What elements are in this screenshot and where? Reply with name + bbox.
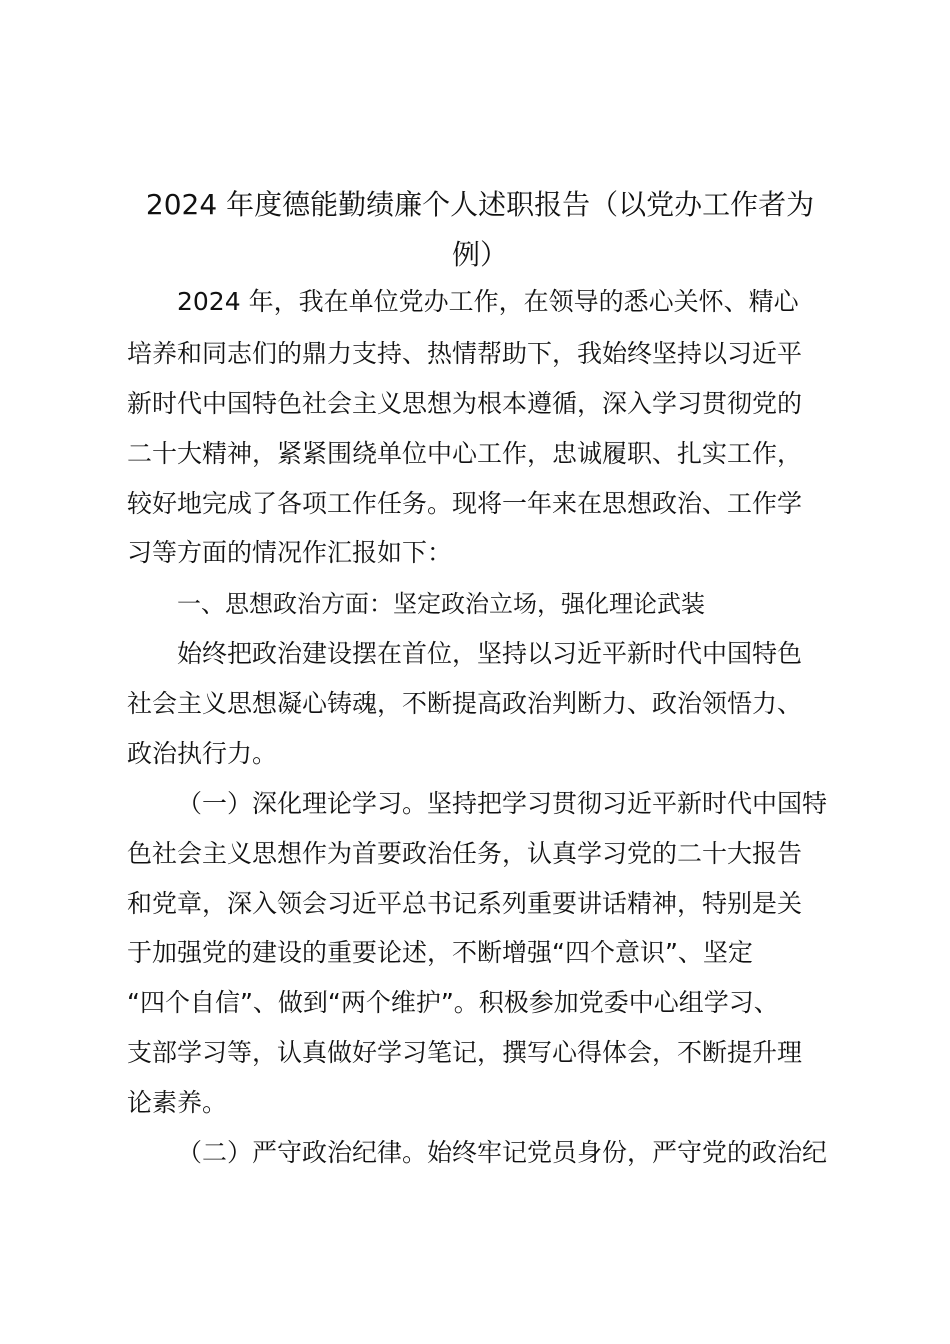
document-title: [120, 180, 840, 280]
body-line: 新时代中国特色社会主义思想为根本遵循，深入学习贯彻党的: [127, 389, 803, 418]
body-line: “四个自信”、做到“两个维护”。积极参加党委中心组学习、: [127, 988, 779, 1017]
body-line: 政治执行力。: [127, 739, 278, 768]
body-line: 2024 年，我在单位党办工作，在领导的悉心关怀、精心: [177, 287, 799, 316]
body-line: （一）深化理论学习。坚持把学习贯彻习近平新时代中国特: [177, 789, 828, 818]
body-line: 于加强党的建设的重要论述，不断增强“四个意识”、坚定: [127, 938, 753, 967]
body-line: 社会主义思想凝心铸魂，不断提高政治判断力、政治领悟力、: [127, 689, 803, 718]
body-line: 始终把政治建设摆在首位，坚持以习近平新时代中国特色: [177, 639, 803, 668]
title-line-2: 例）: [451, 238, 508, 271]
body-line: 色社会主义思想作为首要政治任务，认真学习党的二十大报告: [127, 839, 803, 868]
body-line: 论素养。: [127, 1088, 228, 1117]
body-line: 支部学习等，认真做好学习笔记，撰写心得体会，不断提升理: [127, 1038, 803, 1067]
section-heading: 一、思想政治方面：坚定政治立场，强化理论武装: [177, 590, 705, 618]
body-line: （二）严守政治纪律。始终牢记党员身份，严守党的政治纪: [177, 1138, 828, 1167]
body-line: 和党章，深入领会习近平总书记系列重要讲话精神，特别是关: [127, 889, 803, 918]
body-line: 培养和同志们的鼎力支持、热情帮助下，我始终坚持以习近平: [127, 339, 803, 368]
body-line: 较好地完成了各项工作任务。现将一年来在思想政治、工作学: [127, 489, 803, 518]
body-line: 二十大精神，紧紧围绕单位中心工作，忠诚履职、扎实工作，: [127, 439, 803, 468]
title-line-1: 2024 年度德能勤绩廉个人述职报告（以党办工作者为: [145, 188, 815, 221]
body-line: 习等方面的情况作汇报如下：: [127, 538, 453, 567]
